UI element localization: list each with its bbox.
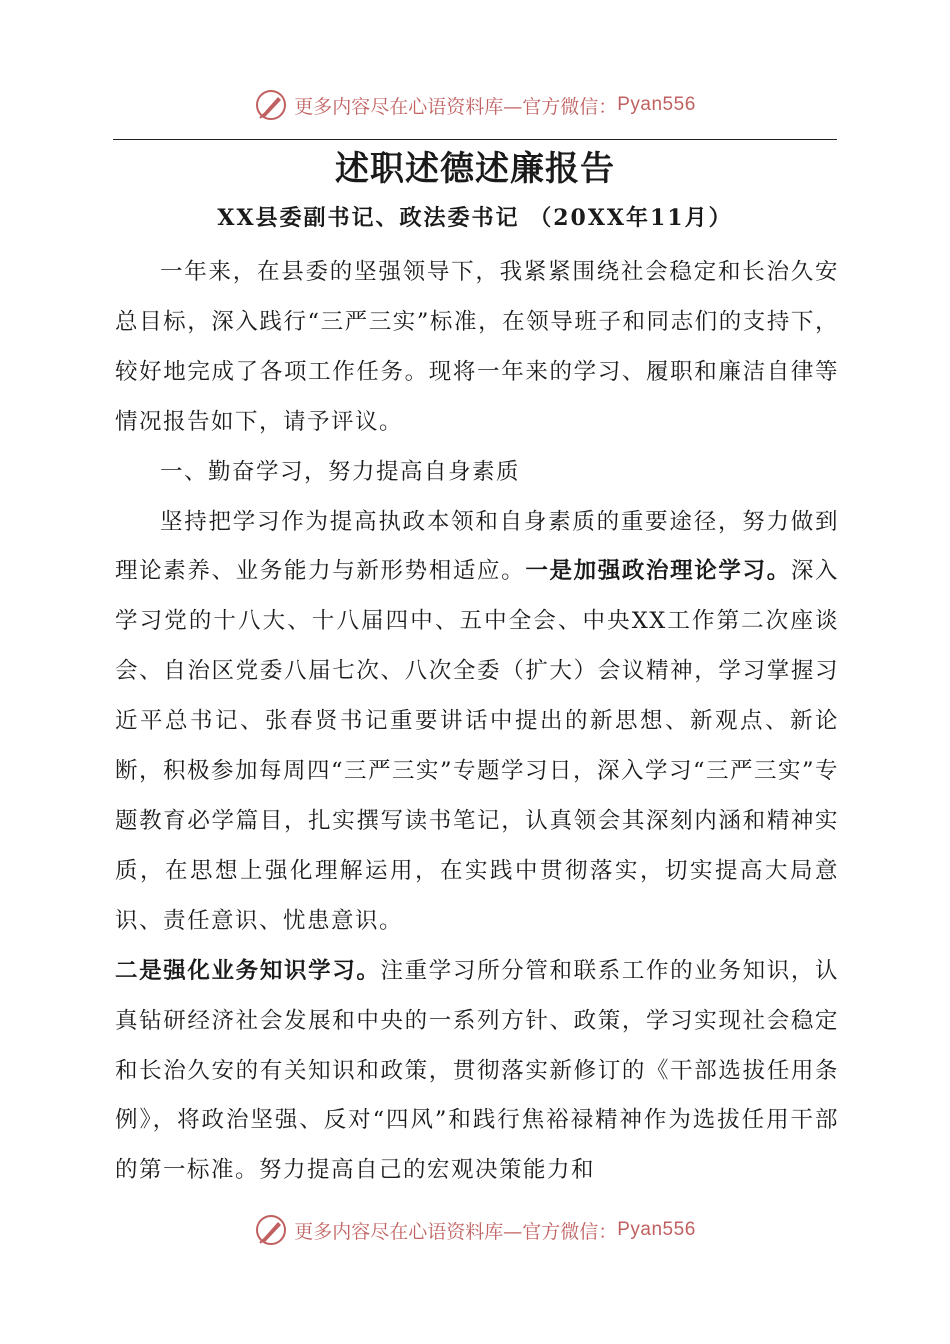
watermark-text: 更多内容尽在心语资料库—官方微信： [294, 95, 618, 118]
quill-logo-icon [254, 1213, 288, 1247]
document-subtitle: XX县委副书记、政法委书记 （20XX年11月） [217, 205, 733, 231]
point-text: 深入学习党的十八大、十八届四中、五中全会、中央XX工作第二次座谈会、自治区党委八届七次、八次全委（扩大）会议精神，学习掌握习近平总书记、张春贤书记重要讲话中提出的新思想、新观点、新论断，积极参加每周四“三严三实”专题学习日，深入学习“三严三实”专题教育必学篇目，扎实撰写读书笔记，认真领会其深刻内涵和精神实质，在思想上强化理解运用，在实践中贯彻落实，切实提高大局意识、责任意识、忧患意识。 [115, 558, 840, 934]
intro-paragraph: 一年来，在县委的坚强领导下，我紧紧围绕社会稳定和长治久安总目标，深入践行“三严三实”标准，在领导班子和同志们的支持下，较好地完成了各项工作任务。现将一年来的学习、履职和廉洁自律等情况报告如下，请予评议。 [115, 259, 839, 435]
header-watermark [0, 85, 950, 125]
document-body [115, 248, 839, 1196]
body-paragraph [115, 947, 839, 1197]
document-title: 述职述德述廉报告 [335, 149, 615, 189]
footer-watermark [0, 1210, 950, 1250]
point-title: 一是加强政治理论学习。 [525, 558, 791, 585]
header-divider [113, 139, 837, 140]
quill-logo-icon [254, 88, 288, 122]
point-text: 注重学习所分管和联系工作的业务知识，认真钻研经济社会发展和中央的一系列方针、政策，学习实现社会稳定和长治久安的有关知识和政策，贯彻落实新修订的《干部选拔任用条例》，将政治坚强、反对“四风”和践行焦裕禄精神作为选拔任用干部的第一标准。努力提高自己的宏观决策能力和 [115, 957, 839, 1184]
paragraph-lead: 坚持把学习作为提高执政本领和自身素质的重要途径，努力做到理论素养、业务能力与新形势相适应。 [115, 508, 839, 585]
body-paragraph [115, 498, 839, 947]
watermark-handle: Pyan556 [617, 94, 696, 115]
watermark-handle: Pyan556 [617, 1219, 696, 1240]
watermark-text: 更多内容尽在心语资料库—官方微信： [294, 1220, 618, 1243]
point-title: 二是强化业务知识学习。 [115, 957, 381, 984]
section-heading: 一、勤奋学习，努力提高自身素质 [160, 458, 521, 485]
